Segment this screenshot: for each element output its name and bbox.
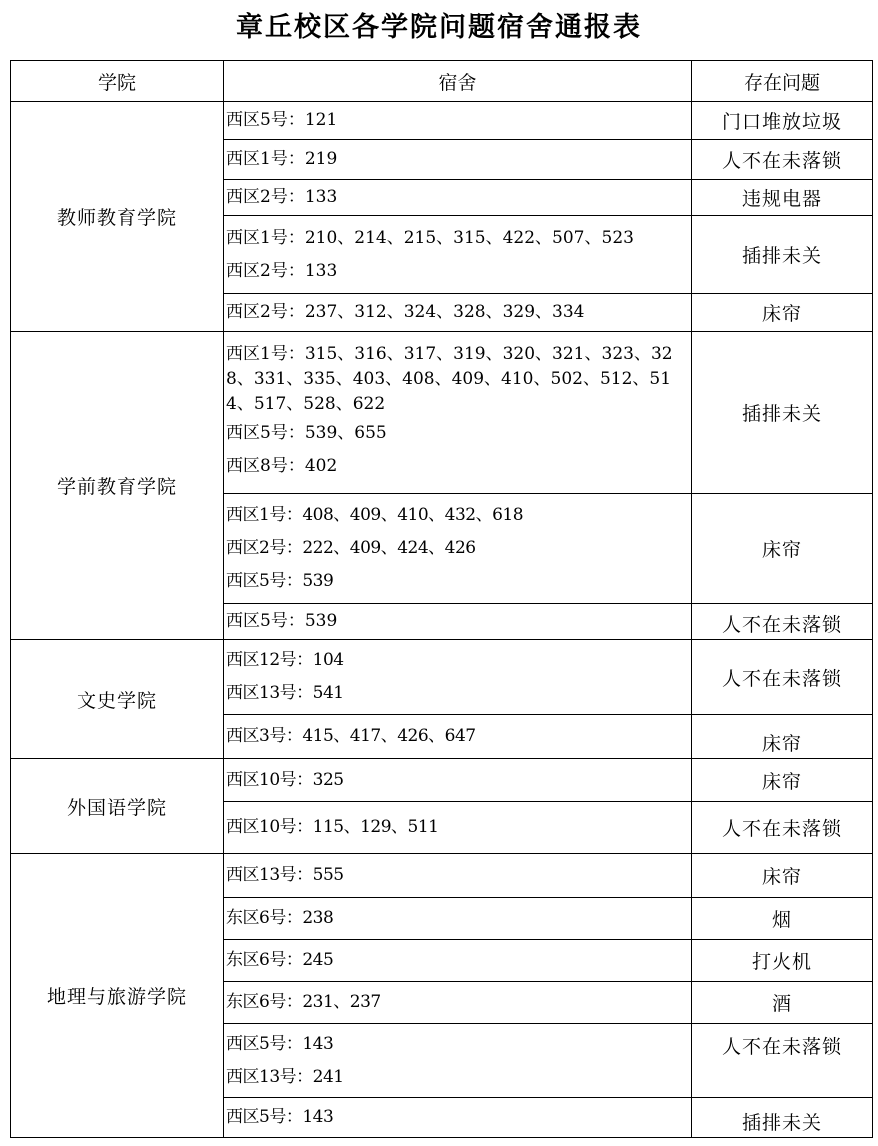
- issue-cell: 床帘: [692, 759, 873, 802]
- dorm-cell: [224, 140, 692, 180]
- issue-cell: 违规电器: [692, 180, 873, 216]
- dorm-cell: [224, 102, 692, 140]
- header-college: 学院: [11, 61, 224, 102]
- college-cell: 外国语学院: [11, 759, 224, 854]
- dorm-line: 西区5号：539、655: [226, 423, 387, 443]
- issue-cell: 插排未关: [692, 216, 873, 294]
- dorm-line: 西区2号：133: [226, 187, 338, 207]
- issue-cell: 床帘: [692, 294, 873, 332]
- table-row: [11, 332, 873, 494]
- issue-cell: 酒: [692, 982, 873, 1024]
- issue-cell: 人不在未落锁: [692, 802, 873, 854]
- dorm-line: 西区10号：115、129、511: [226, 817, 439, 837]
- dorm-line: 西区8号：402: [226, 456, 338, 476]
- table-row: [11, 640, 873, 715]
- dorm-line: 西区5号：539: [226, 611, 338, 631]
- dorm-cell: [224, 294, 692, 332]
- dorm-line: 西区1号：210、214、215、315、422、507、523: [226, 227, 634, 248]
- issue-cell: 人不在未落锁: [692, 604, 873, 640]
- dorm-line: 西区5号：143: [226, 1107, 334, 1127]
- dorm-line: 西区2号：222、409、424、426: [226, 538, 476, 558]
- dorm-line: 东区6号：231、237: [226, 992, 381, 1012]
- dorm-line: 西区5号：121: [226, 110, 338, 130]
- dorm-report-table: [10, 60, 873, 1138]
- table-header-row: [11, 61, 873, 102]
- dorm-cell: [224, 332, 692, 494]
- dorm-cell: [224, 940, 692, 982]
- dorm-line: 东区6号：245: [226, 950, 334, 970]
- dorm-cell: [224, 854, 692, 898]
- table-row: [11, 102, 873, 140]
- college-cell: 地理与旅游学院: [11, 854, 224, 1138]
- dorm-cell: [224, 494, 692, 604]
- dorm-cell: [224, 715, 692, 759]
- dorm-line: 西区5号：143: [226, 1033, 334, 1054]
- dorm-line: 西区1号：408、409、410、432、618: [226, 505, 524, 525]
- dorm-line: 西区5号：539: [226, 571, 334, 591]
- dorm-cell: [224, 759, 692, 802]
- dorm-line: 东区6号：238: [226, 908, 334, 928]
- issue-cell: 门口堆放垃圾: [692, 102, 873, 140]
- dorm-line: 西区1号：219: [226, 149, 338, 169]
- dorm-line: 西区2号：237、312、324、328、329、334: [226, 302, 585, 322]
- dorm-cell: [224, 604, 692, 640]
- dorm-line: 西区13号：241: [226, 1066, 344, 1087]
- dorm-cell: [224, 180, 692, 216]
- dorm-line: 西区2号：133: [226, 260, 338, 281]
- dorm-line: 西区1号：315、316、317、319、320、321、323、328、331、335、403、408、409、410、502、512、514、517、528、622: [226, 344, 673, 414]
- dorm-cell: [224, 1098, 692, 1138]
- issue-cell: 插排未关: [692, 332, 873, 494]
- page-title: 章丘校区各学院问题宿舍通报表: [236, 12, 642, 43]
- dorm-line: 西区3号：415、417、426、647: [226, 726, 476, 746]
- college-cell: 教师教育学院: [11, 102, 224, 332]
- dorm-cell: [224, 982, 692, 1024]
- issue-cell: 人不在未落锁: [692, 140, 873, 180]
- dorm-cell: [224, 802, 692, 854]
- issue-cell: 床帘: [692, 854, 873, 898]
- dorm-line: 西区13号：541: [226, 683, 344, 703]
- dorm-cell: [224, 898, 692, 940]
- college-cell: 文史学院: [11, 640, 224, 759]
- dorm-cell: [224, 1024, 692, 1098]
- issue-cell: 插排未关: [692, 1098, 873, 1138]
- dorm-line: 西区10号：325: [226, 769, 344, 790]
- issue-cell: 人不在未落锁: [692, 1024, 873, 1098]
- issue-cell: 床帘: [692, 494, 873, 604]
- header-dorm: 宿舍: [224, 61, 692, 102]
- issue-cell: 床帘: [692, 715, 873, 759]
- college-cell: 学前教育学院: [11, 332, 224, 640]
- table-row: [11, 759, 873, 802]
- issue-cell: 打火机: [692, 940, 873, 982]
- dorm-cell: [224, 640, 692, 715]
- dorm-line: 西区12号：104: [226, 650, 344, 670]
- table-row: [11, 854, 873, 898]
- dorm-line: 西区13号：555: [226, 865, 344, 885]
- dorm-cell: [224, 216, 692, 294]
- issue-cell: 烟: [692, 898, 873, 940]
- header-issue: 存在问题: [692, 61, 873, 102]
- issue-cell: 人不在未落锁: [692, 640, 873, 715]
